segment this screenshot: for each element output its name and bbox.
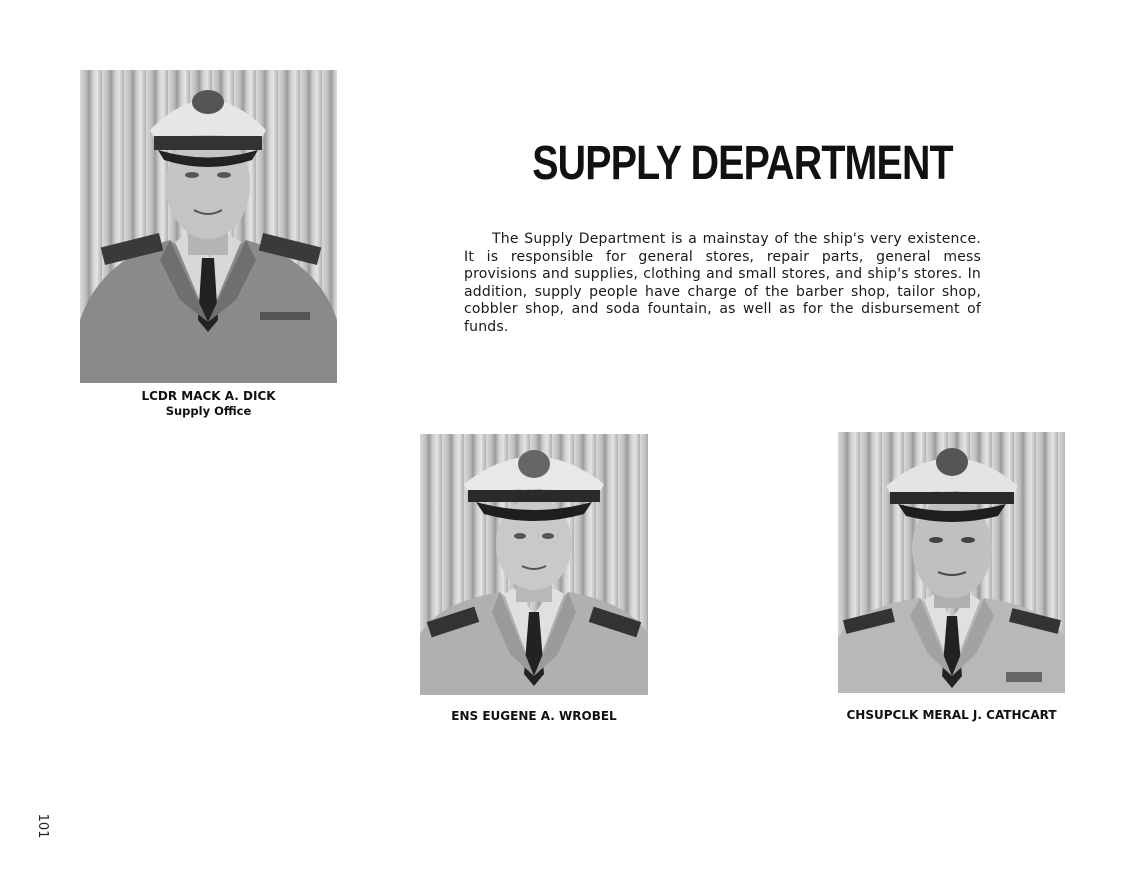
officer-portrait-icon xyxy=(420,434,648,695)
portrait-photo-cathcart xyxy=(838,432,1065,693)
officer-portrait-icon xyxy=(80,70,337,383)
caption-dick xyxy=(80,389,337,419)
caption-wrobel xyxy=(420,709,648,724)
body-paragraph: The Supply Department is a mainstay of the ship's very existence. It is responsible for general stores, repair parts, general mess provisions and supplies, clothing and small stores, and ship's stores. In addition, supply people have charge of the barber shop, tailor shop, cobbler shop, and soda fountain, as well as for the disbursement of funds. xyxy=(464,231,981,335)
officer-role: Supply Office xyxy=(165,404,252,418)
page-number: 101 xyxy=(35,813,50,839)
caption-cathcart xyxy=(818,708,1085,723)
portrait-photo-wrobel xyxy=(420,434,648,695)
officer-name: CHSUPCLK MERAL J. CATHCART xyxy=(846,708,1057,722)
officer-name: ENS EUGENE A. WROBEL xyxy=(451,709,617,723)
portrait-photo-dick xyxy=(80,70,337,383)
page-title: SUPPLY DEPARTMENT xyxy=(532,137,953,191)
officer-name: LCDR MACK A. DICK xyxy=(141,389,276,403)
officer-portrait-icon xyxy=(838,432,1065,693)
